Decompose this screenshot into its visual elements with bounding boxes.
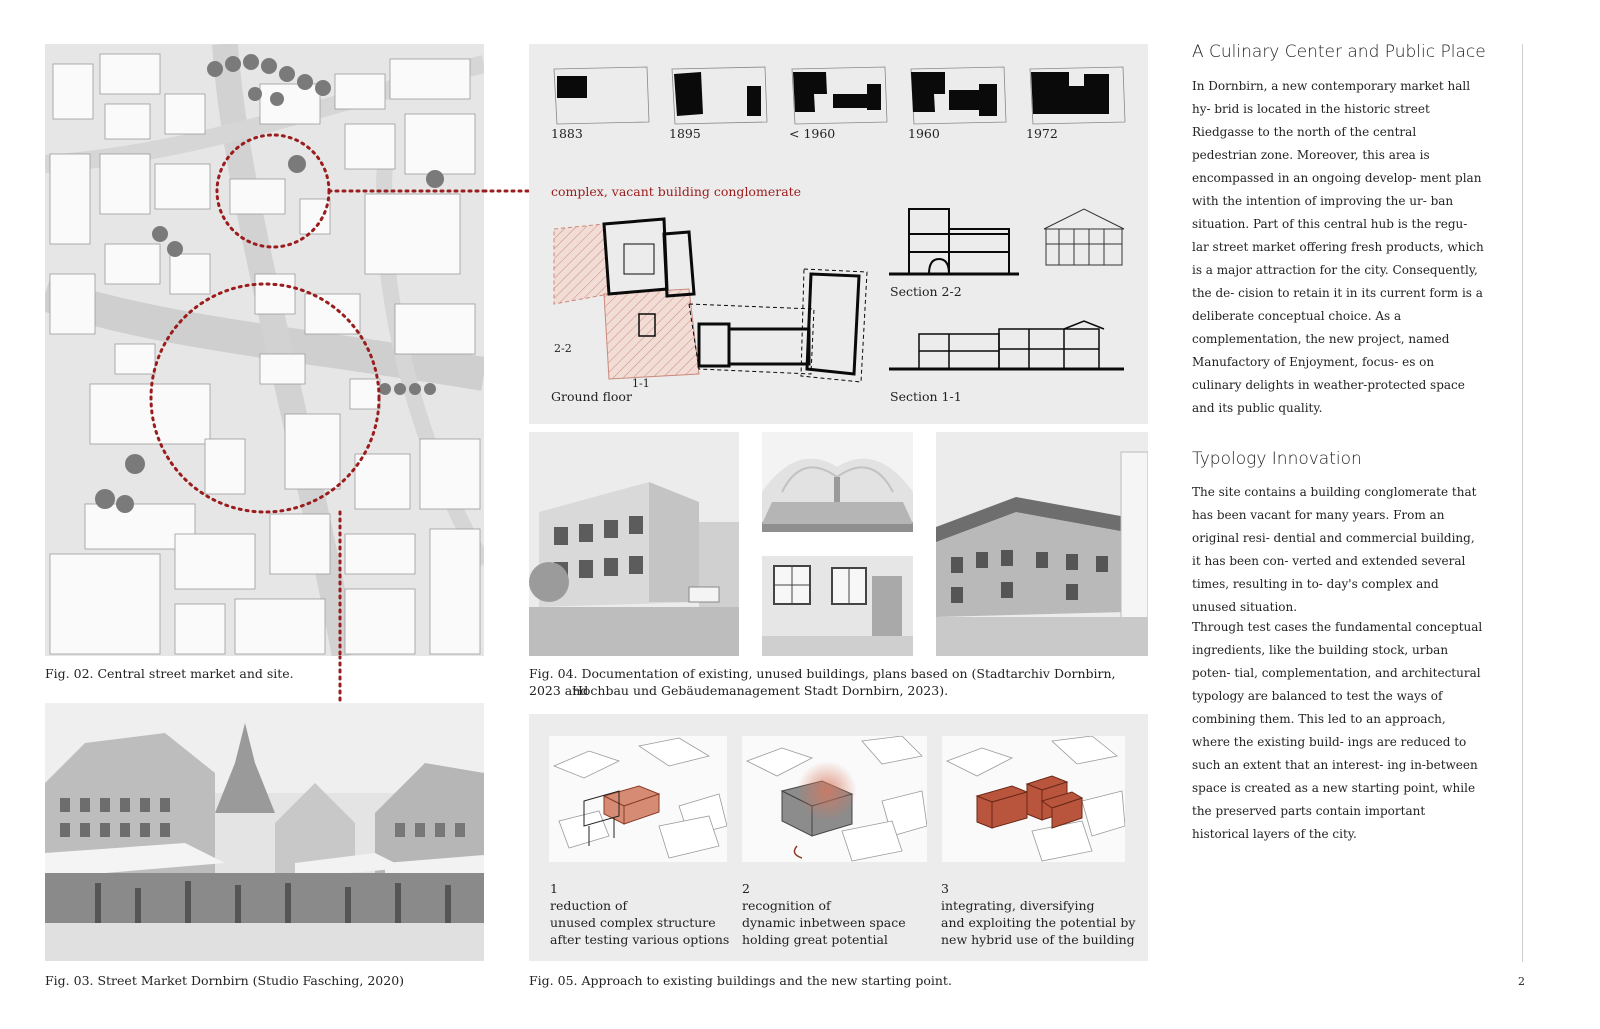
marker-1-1: 1-1: [632, 377, 650, 390]
year-1883: 1883: [551, 126, 583, 141]
ground-floor-plan: [549, 214, 869, 384]
site-map: [45, 44, 484, 656]
approach-step-1-drawing: [549, 736, 727, 862]
existing-building-photo-street: [529, 432, 739, 656]
existing-building-photo-vault: [762, 432, 913, 532]
fig05-caption: Fig. 05. Approach to existing buildings and the new starting point.: [529, 973, 952, 988]
approach-step-3: [941, 880, 1135, 948]
section-1-1-drawing: [889, 319, 1129, 379]
year-1960: 1960: [908, 126, 940, 141]
step-3-line3: new hybrid use of the building: [941, 932, 1135, 947]
fig04-caption-line2: Hochbau und Gebäudemanagement Stadt Dornbirn, 2023).: [572, 683, 949, 698]
section-2-2-drawing: [889, 204, 1129, 284]
step-3-number: 3: [941, 881, 949, 896]
step-3-line1: integrating, diversifying: [941, 898, 1095, 913]
step-2-line1: recognition of: [742, 898, 831, 913]
step-2-line3: holding great potential: [742, 932, 888, 947]
step-1-line2: unused complex structure: [550, 915, 716, 930]
heading-culinary-center: A Culinary Center and Public Place: [1192, 42, 1486, 62]
page-number: 2: [1518, 975, 1525, 988]
year-1972: 1972: [1026, 126, 1058, 141]
section-2-2-label: Section 2-2: [890, 284, 962, 299]
approach-panel: [529, 714, 1148, 961]
fig02-caption: Fig. 02. Central street market and site.: [45, 666, 294, 681]
page-divider: [1522, 44, 1523, 962]
paragraph-typology-site: The site contains a building conglomerate that has been vacant for many years. From an original resi- dential and commercial building, it has been con- verted and extended several times, resulting in to- day's complex and unused situation.: [1192, 485, 1477, 614]
ground-floor-label: Ground floor: [551, 389, 632, 404]
section-1-1-label: Section 1-1: [890, 389, 962, 404]
step-2-number: 2: [742, 881, 750, 896]
existing-building-photo-interior: [762, 556, 913, 656]
existing-building-photo-courtyard: [936, 432, 1148, 656]
step-1-number: 1: [550, 881, 558, 896]
approach-step-3-drawing: [942, 736, 1125, 862]
fig04-caption-line1: Fig. 04. Documentation of existing, unused buildings, plans based on (Stadtarchiv Dornbirn, 2023 and: [529, 666, 1116, 698]
year-pre-1960: < 1960: [789, 126, 836, 141]
paragraph-culinary-center: In Dornbirn, a new contemporary market hall hy- brid is located in the historic street Riedgasse to the north of the central pedestrian zone. Moreover, this area is encompassed in an ongoing develop- ment plan with the intention of improving the ur- ban situation. Part of this central hub is the regu- lar street market offering fresh products, which is a major attraction for the city. Consequently, the de- cision to retain it in its current form is a deliberate conceptual choice. As a complementation, the new project, named Manufactory of Enjoyment, focus- es on culinary delights in weather-protected space and its public quality.: [1192, 79, 1484, 415]
marker-2-2: 2-2: [554, 342, 572, 355]
approach-step-2-drawing: [742, 736, 927, 862]
step-1-line3: after testing various options: [550, 932, 730, 947]
heading-typology-innovation: Typology Innovation: [1192, 449, 1362, 469]
step-1-line1: reduction of: [550, 898, 628, 913]
step-2-line2: dynamic inbetween space: [742, 915, 906, 930]
approach-step-2: [742, 880, 906, 948]
step-3-line2: and exploiting the potential by: [941, 915, 1136, 930]
year-1895: 1895: [669, 126, 701, 141]
market-photo: [45, 703, 484, 961]
paragraph-typology-approach: Through test cases the fundamental conceptual ingredients, like the building stock, urban poten- tial, complementation, and architectural typology are balanced to test the ways of combining them. This led to an approach, where the existing build- ings are reduced to such an extent that an interest- ing in-between space is created as a new starting point, while the preserved parts contain important historical layers of the city.: [1192, 620, 1483, 841]
fig03-caption: Fig. 03. Street Market Dornbirn (Studio Fasching, 2020): [45, 973, 405, 988]
site-map-drawing: [45, 44, 484, 656]
approach-step-1: [550, 880, 729, 948]
conglomerate-annotation: complex, vacant building conglomerate: [551, 184, 802, 199]
timeline-diagrams: [549, 64, 1139, 134]
plans-panel: [529, 44, 1148, 424]
